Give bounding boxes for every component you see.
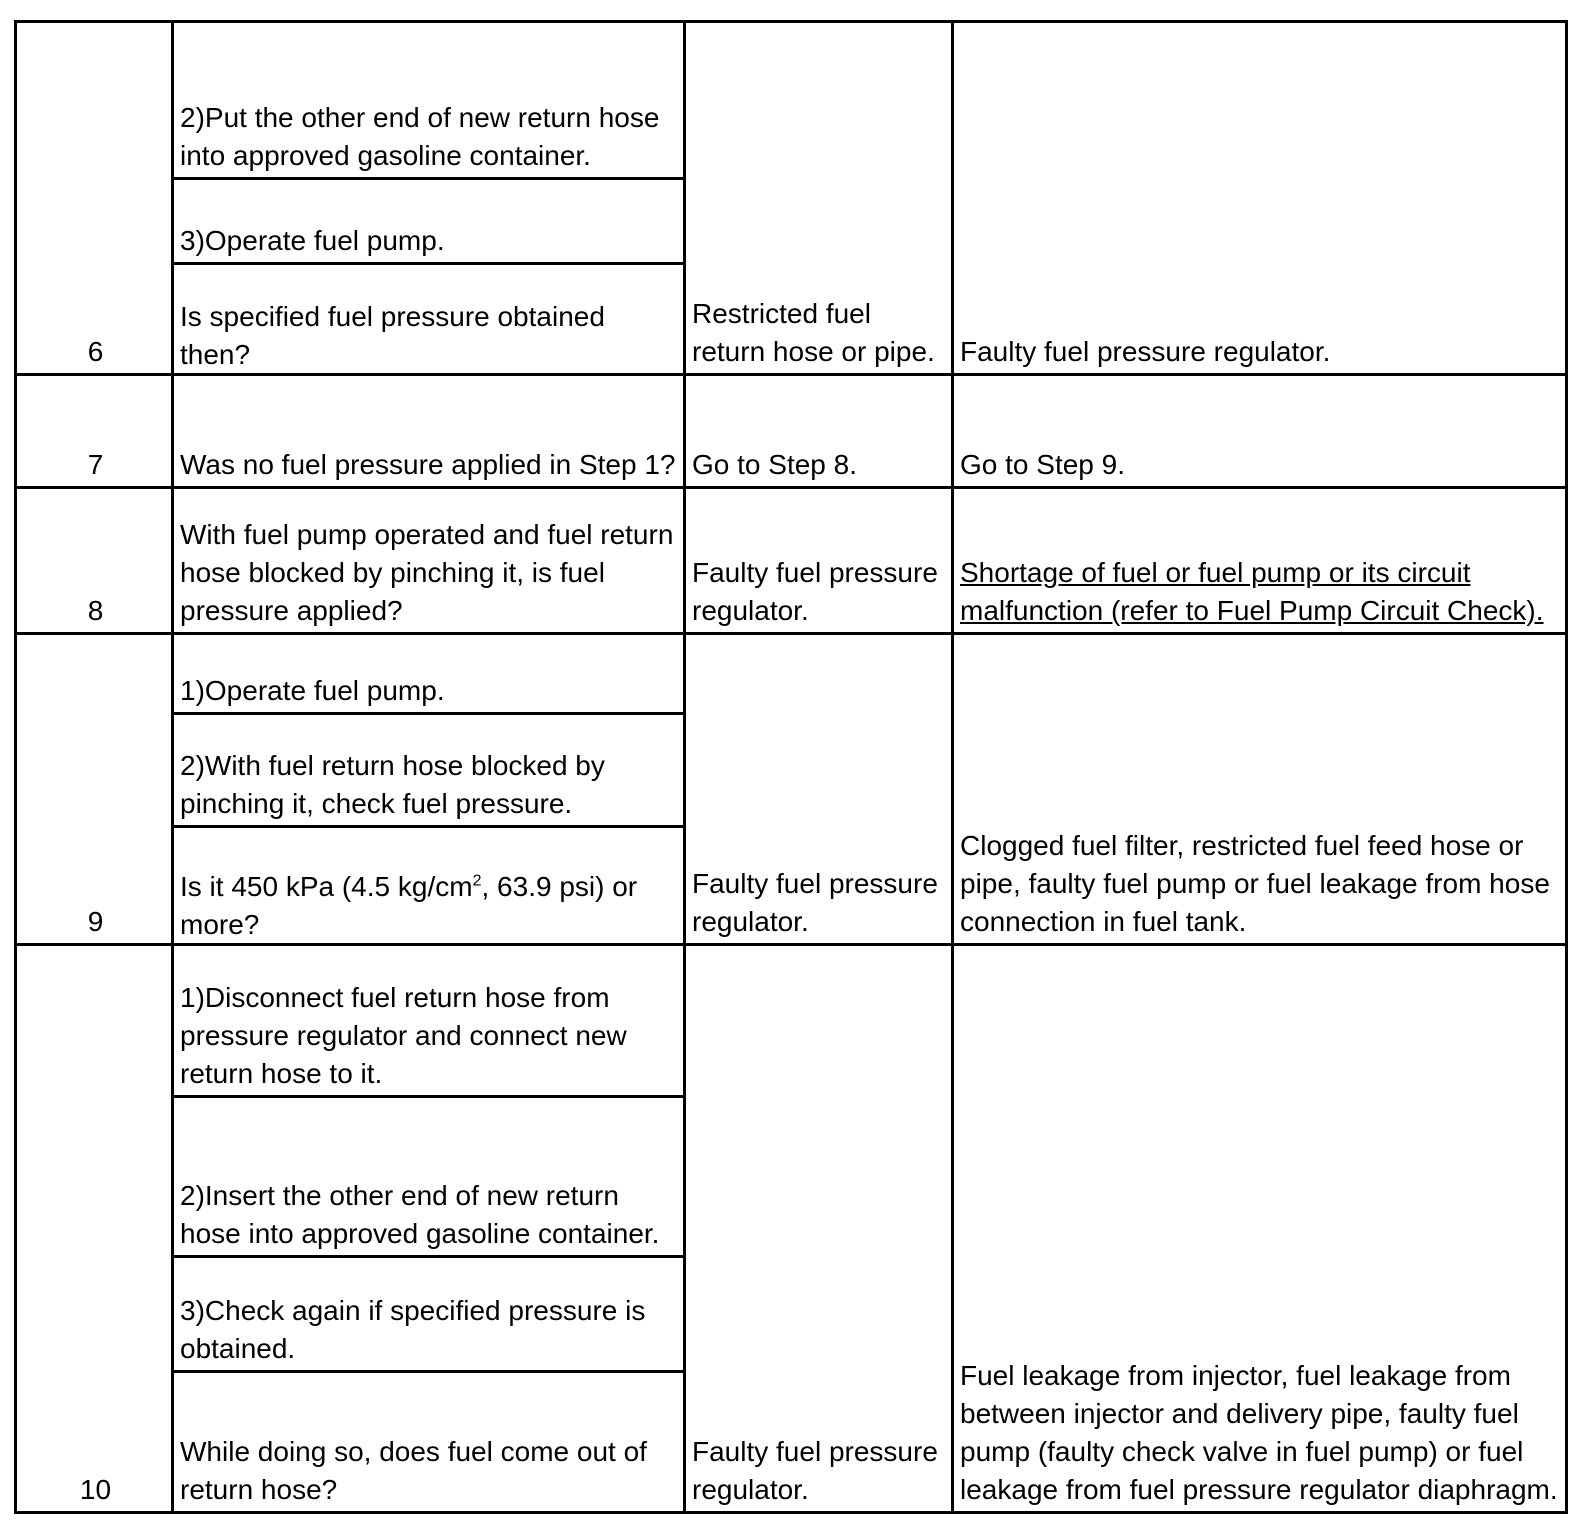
step-number: 9 (87, 906, 104, 937)
step-number: 8 (87, 595, 104, 626)
no-cell: Clogged fuel filter, restricted fuel feed hose or pipe, faulty fuel pump or fuel leakage from hose connection in fuel tank. (960, 830, 1550, 937)
no-cell: Faulty fuel pressure regulator. (960, 336, 1331, 367)
action-item: 3)Check again if specified pressure is obtained. (174, 1258, 683, 1373)
step-number: 7 (87, 449, 104, 480)
action-question: Was no fuel pressure applied in Step 1? (180, 449, 676, 480)
action-question: With fuel pump operated and fuel return hose blocked by pinching it, is fuel pressure applied? (180, 519, 674, 626)
no-cell: Go to Step 9. (960, 449, 1125, 480)
fuel-pump-circuit-check-link[interactable]: Shortage of fuel or fuel pump or its circuit malfunction (refer to Fuel Pump Circuit Check). (960, 557, 1544, 626)
table-row-step-9 (17, 635, 1565, 946)
step-cell (17, 376, 174, 486)
step-number: 6 (87, 336, 104, 367)
action-item: 2)With fuel return hose blocked by pinching it, check fuel pressure. (174, 715, 683, 828)
action-question: Is specified fuel pressure obtained then? (180, 301, 605, 370)
action-item: 2)Put the other end of new return hose into approved gasoline container. (174, 23, 683, 180)
action-item: 1)Disconnect fuel return hose from pressure regulator and connect new return hose to it. (174, 946, 683, 1098)
action-item: 2)Insert the other end of new return hose into approved gasoline container. (174, 1098, 683, 1258)
action-item: 1)Operate fuel pump. (174, 635, 683, 715)
step-number: 10 (79, 1474, 112, 1505)
yes-cell: Faulty fuel pressure regulator. (686, 489, 954, 632)
table-row-step-10 (17, 946, 1565, 1511)
action-cell (174, 946, 686, 1511)
action-cell (174, 376, 686, 486)
no-cell: Fuel leakage from injector, fuel leakage from between injector and delivery pipe, faulty fuel pump (faulty check valve in fuel pump) or fuel leakage from fuel pressure regulator diaphragm. (960, 1360, 1558, 1505)
yes-cell: Go to Step 8. (686, 376, 954, 486)
yes-cell: Restricted fuel return hose or pipe. (686, 23, 954, 373)
step-cell (17, 23, 174, 373)
troubleshooting-table (14, 20, 1568, 1514)
step-cell (17, 946, 174, 1511)
yes-cell: Faulty fuel pressure regulator. (686, 635, 954, 943)
no-cell (954, 489, 1565, 632)
step-cell (17, 489, 174, 632)
yes-cell: Faulty fuel pressure regulator. (686, 946, 954, 1511)
action-question: Is it 450 kPa (4.5 $kg/cm^2$, 63.9 psi) or more? (180, 871, 638, 940)
table-row-step-7 (17, 376, 1565, 489)
action-item: 3)Operate fuel pump. (174, 180, 683, 265)
action-cell (174, 489, 686, 632)
table-row-step-8 (17, 489, 1565, 635)
action-question: While doing so, does fuel come out of return hose? (180, 1436, 647, 1505)
action-cell (174, 635, 686, 943)
table-row-step-6 (17, 23, 1565, 376)
action-cell (174, 23, 686, 373)
step-cell (17, 635, 174, 943)
